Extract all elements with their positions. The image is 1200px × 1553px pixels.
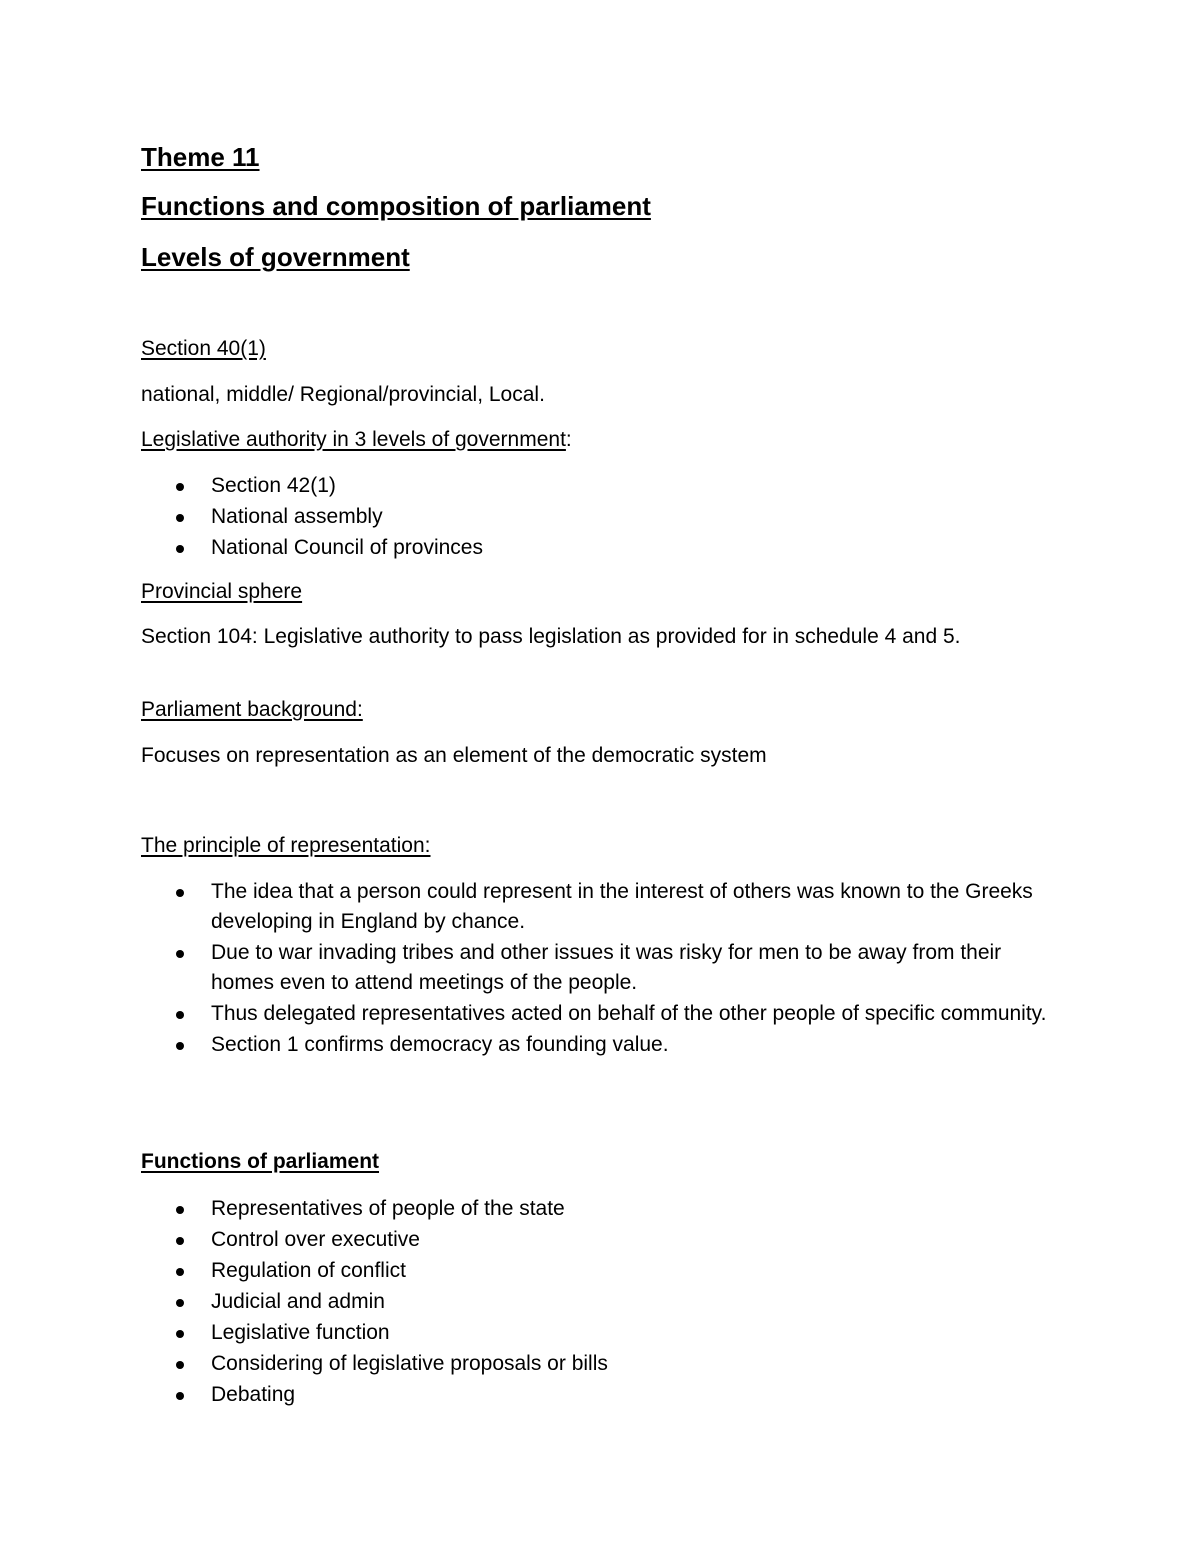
list-item — [141, 533, 1061, 563]
provincial-sphere-label: Provincial sphere — [141, 580, 303, 603]
bullet-icon — [176, 950, 184, 958]
bullet-icon — [176, 1299, 184, 1307]
list-item — [141, 1318, 1061, 1348]
list-item — [141, 999, 1061, 1029]
heading-functions-composition: Functions and composition of parliament — [141, 191, 651, 221]
list-item-text: Due to war invading tribes and other issues it was risky for men to be away from their homes even to attend meetings of the people. — [211, 941, 1002, 994]
list-item-text: Legislative function — [211, 1321, 390, 1344]
list-item — [141, 471, 1061, 501]
bullet-icon — [176, 1206, 184, 1214]
bullet-icon — [176, 545, 184, 553]
heading-theme: Theme 11 — [141, 142, 260, 172]
parliament-background-text: Focuses on representation as an element of the democratic system — [141, 744, 767, 767]
bullet-icon — [176, 1237, 184, 1245]
list-item-text: Regulation of conflict — [211, 1259, 406, 1282]
heading-levels-of-government: Levels of government — [141, 242, 410, 272]
list-item — [141, 1225, 1061, 1255]
list-item-text: Considering of legislative proposals or bills — [211, 1352, 608, 1375]
list-item — [141, 1380, 1061, 1410]
list-item-text: Control over executive — [211, 1228, 420, 1251]
list-item-text: Debating — [211, 1383, 296, 1406]
bullet-icon — [176, 1011, 184, 1019]
list-item — [141, 938, 1061, 998]
list-item-text: Thus delegated representatives acted on behalf of the other people of specific community. — [211, 1002, 1047, 1025]
legislative-authority-label: Legislative authority in 3 levels of government — [141, 428, 566, 451]
legislative-authority-colon: : — [565, 428, 572, 451]
list-item — [141, 502, 1061, 532]
list-item-text: National Council of provinces — [211, 536, 483, 559]
principle-representation-label: The principle of representation: — [141, 834, 431, 857]
functions-of-parliament-heading: Functions of parliament — [141, 1150, 380, 1173]
list-item-text: Representatives of people of the state — [211, 1197, 565, 1220]
bullet-icon — [176, 1268, 184, 1276]
list-item-text: National assembly — [211, 505, 383, 528]
list-item-text: Section 1 confirms democracy as founding value. — [211, 1033, 669, 1056]
provincial-sphere-text: Section 104: Legislative authority to pass legislation as provided for in schedule 4 and 5. — [141, 625, 961, 648]
list-item — [141, 1287, 1061, 1317]
bullet-icon — [176, 1042, 184, 1050]
representation-list — [141, 877, 1061, 1061]
legislative-authority-line — [141, 425, 572, 455]
list-item — [141, 1349, 1061, 1379]
bullet-icon — [176, 1392, 184, 1400]
list-item-text: Judicial and admin — [211, 1290, 385, 1313]
parliament-background-label: Parliament background: — [141, 698, 363, 721]
list-item-text: Section 42(1) — [211, 474, 336, 497]
list-item-text: The idea that a person could represent in the interest of others was known to the Greeks developing in England by chance. — [211, 880, 1033, 933]
bullet-icon — [176, 483, 184, 491]
list-item — [141, 1194, 1061, 1224]
section-40-label: Section 40(1) — [141, 337, 266, 360]
levels-text: national, middle/ Regional/provincial, Local. — [141, 383, 545, 406]
list-item — [141, 877, 1061, 937]
bullet-icon — [176, 1330, 184, 1338]
bullet-icon — [176, 1361, 184, 1369]
legislative-authority-list — [141, 471, 1061, 564]
functions-list — [141, 1194, 1061, 1411]
bullet-icon — [176, 889, 184, 897]
list-item — [141, 1030, 1061, 1060]
list-item — [141, 1256, 1061, 1286]
bullet-icon — [176, 514, 184, 522]
